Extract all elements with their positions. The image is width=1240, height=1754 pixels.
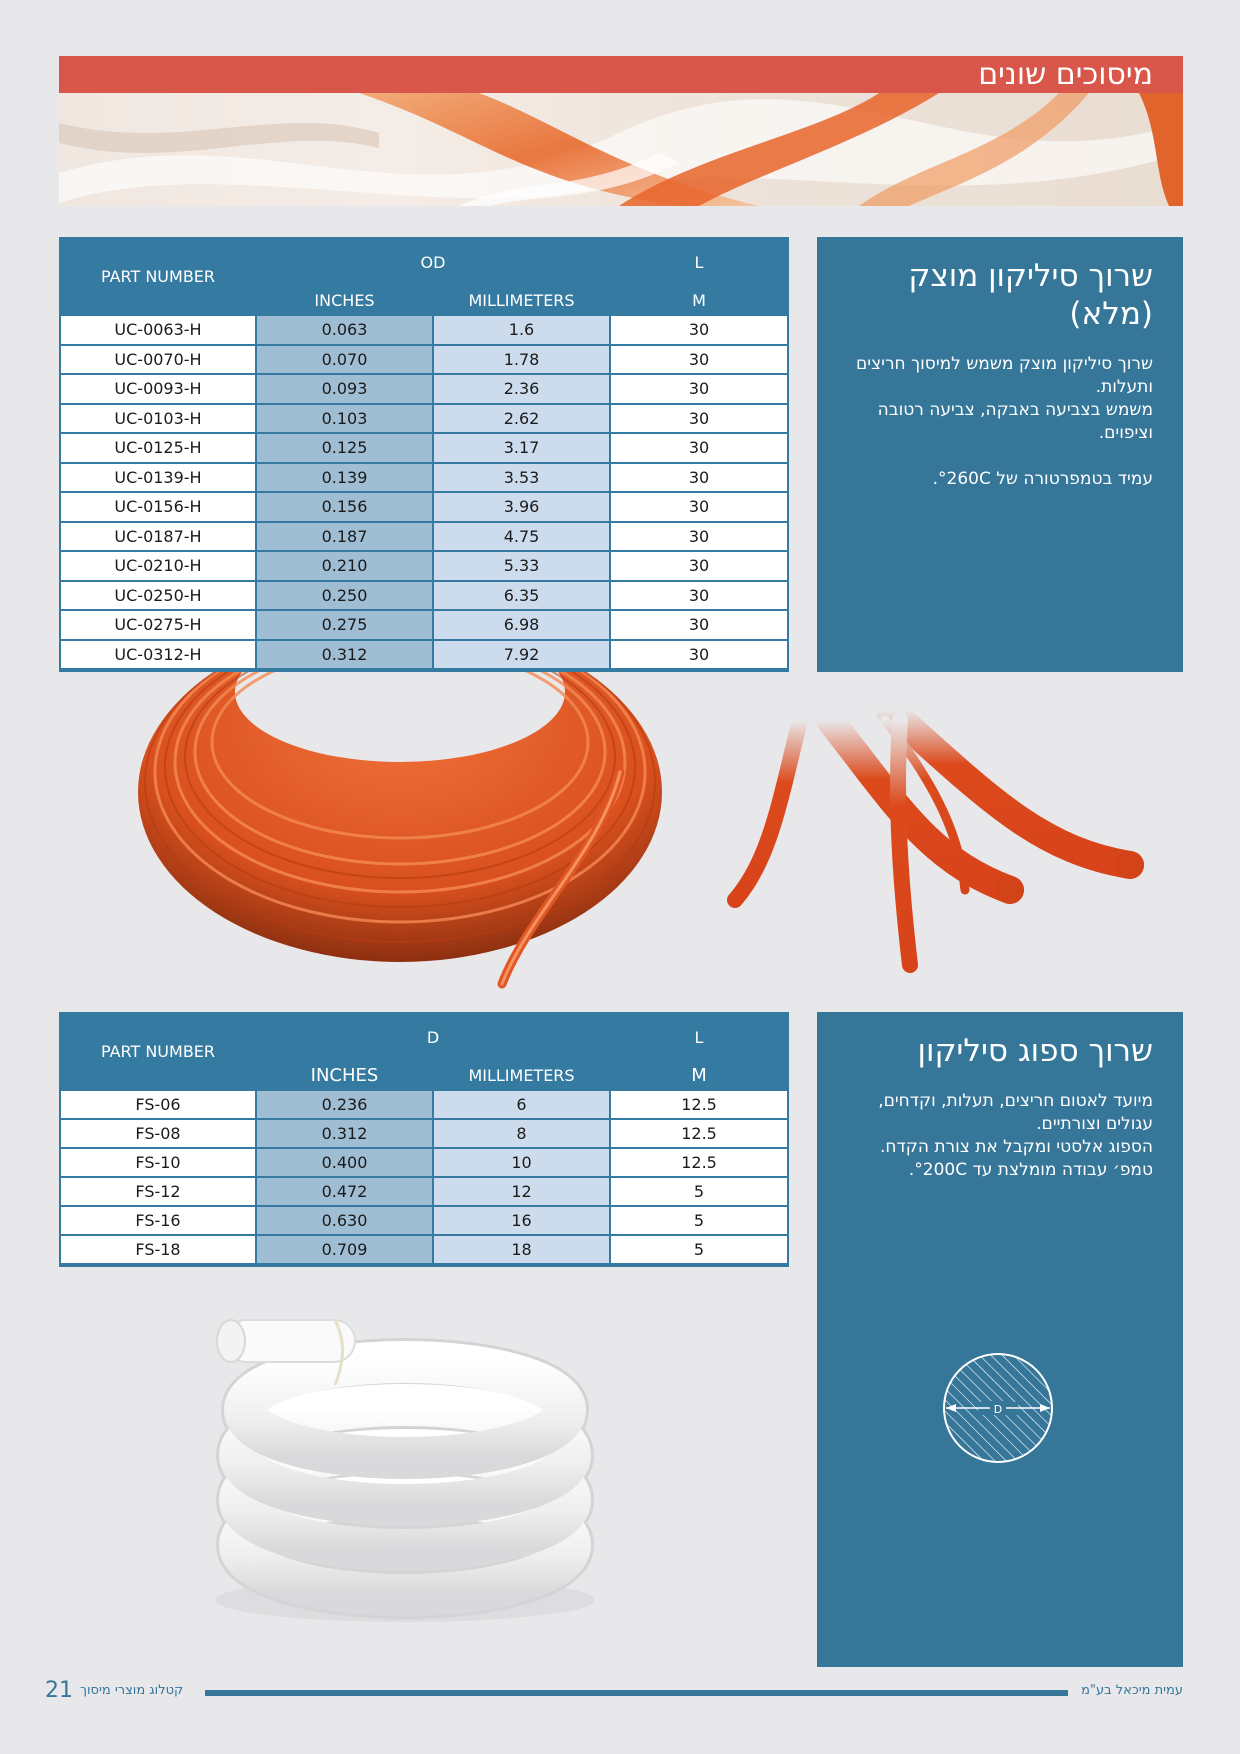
length-cell: 30 [610, 640, 788, 671]
length-cell: 12.5 [610, 1090, 788, 1119]
table-row [60, 581, 788, 611]
part-number-cell: UC-0250-H [60, 581, 256, 611]
mm-cell: 6.35 [433, 581, 610, 611]
header-length: L [610, 1013, 788, 1061]
banner-image [59, 93, 1183, 206]
table-row [60, 1235, 788, 1265]
catalog-name: קטלוג מוצרי מיסוך [80, 1683, 184, 1698]
table-row [60, 433, 788, 463]
inches-cell: 0.139 [256, 463, 433, 493]
table-row [60, 640, 788, 671]
length-cell: 30 [610, 551, 788, 581]
length-cell: 12.5 [610, 1148, 788, 1177]
table-row [60, 404, 788, 434]
sponge-cord-table [59, 1012, 789, 1267]
table-row [60, 1090, 788, 1119]
part-number-cell: UC-0187-H [60, 522, 256, 552]
header-diameter: D [256, 1013, 610, 1061]
mm-cell: 12 [433, 1177, 610, 1206]
length-cell: 30 [610, 345, 788, 375]
mm-cell: 2.36 [433, 374, 610, 404]
header-od: OD [256, 238, 610, 286]
sponge-cord-description [817, 1090, 1153, 1182]
table-row [60, 345, 788, 375]
inches-cell: 0.103 [256, 404, 433, 434]
table-row [60, 1148, 788, 1177]
temperature-note: עמיד בטמפרטורה של 260C°. [932, 469, 1153, 489]
mm-cell: 5.33 [433, 551, 610, 581]
orange-cord-coil-image [130, 672, 670, 992]
inches-cell: 0.312 [256, 640, 433, 671]
diameter-label: D [993, 1403, 1003, 1416]
mm-cell: 4.75 [433, 522, 610, 552]
mm-cell: 6.98 [433, 610, 610, 640]
header-inches: INCHES [256, 286, 433, 315]
part-number-cell: FS-10 [60, 1148, 256, 1177]
part-number-cell: UC-0156-H [60, 492, 256, 522]
orange-cord-pieces-image [710, 700, 1170, 990]
section-title: מיסוכים שונים [978, 57, 1153, 92]
inches-cell: 0.210 [256, 551, 433, 581]
table-row [60, 315, 788, 345]
part-number-cell: UC-0070-H [60, 345, 256, 375]
mm-cell: 1.78 [433, 345, 610, 375]
header-millimeters: MILLIMETERS [433, 1061, 610, 1090]
part-number-cell: UC-0063-H [60, 315, 256, 345]
table-row [60, 610, 788, 640]
length-cell: 30 [610, 610, 788, 640]
banner-graphic [59, 93, 1183, 206]
inches-cell: 0.187 [256, 522, 433, 552]
inches-cell: 0.236 [256, 1090, 433, 1119]
page-number: 21 [45, 1678, 73, 1703]
inches-cell: 0.125 [256, 433, 433, 463]
description-line: שרוך סיליקון מוצק משמש למיסוך חריצים ותעלות. [855, 354, 1153, 397]
table-row [60, 1177, 788, 1206]
white-sponge-coil-image [195, 1300, 615, 1630]
table-row [60, 492, 788, 522]
part-number-cell: FS-08 [60, 1119, 256, 1148]
sponge-cord-info-panel [817, 1012, 1183, 1667]
part-number-cell: UC-0275-H [60, 610, 256, 640]
length-cell: 5 [610, 1235, 788, 1265]
length-cell: 5 [610, 1206, 788, 1235]
header-part-number: PART NUMBER [60, 1013, 256, 1090]
section-header [59, 56, 1183, 93]
solid-cord-table [59, 237, 789, 672]
table-row [60, 1206, 788, 1235]
part-number-cell: FS-18 [60, 1235, 256, 1265]
header-meters: M [610, 286, 788, 315]
part-number-cell: UC-0125-H [60, 433, 256, 463]
inches-cell: 0.275 [256, 610, 433, 640]
length-cell: 30 [610, 374, 788, 404]
mm-cell: 1.6 [433, 315, 610, 345]
inches-cell: 0.093 [256, 374, 433, 404]
table-row [60, 551, 788, 581]
inches-cell: 0.156 [256, 492, 433, 522]
inches-cell: 0.063 [256, 315, 433, 345]
inches-cell: 0.400 [256, 1148, 433, 1177]
mm-cell: 3.17 [433, 433, 610, 463]
mm-cell: 2.62 [433, 404, 610, 434]
mm-cell: 7.92 [433, 640, 610, 671]
inches-cell: 0.709 [256, 1235, 433, 1265]
header-length: L [610, 238, 788, 286]
part-number-cell: UC-0139-H [60, 463, 256, 493]
description-line: מיועד לאטום חריצים, תעלות, וקדחים, עגולים וצורתיים. [878, 1091, 1153, 1134]
cross-section-diagram [942, 1352, 1054, 1464]
inches-cell: 0.472 [256, 1177, 433, 1206]
description-line: משמש בצביעה באבקה, צביעה רטובה וציפוים. [877, 400, 1153, 443]
table-row [60, 374, 788, 404]
part-number-cell: UC-0312-H [60, 640, 256, 671]
length-cell: 5 [610, 1177, 788, 1206]
temperature-note: טמפ׳ עבודה מומלצת עד 200C°. [908, 1160, 1153, 1180]
length-cell: 30 [610, 581, 788, 611]
inches-cell: 0.630 [256, 1206, 433, 1235]
inches-cell: 0.070 [256, 345, 433, 375]
mm-cell: 3.53 [433, 463, 610, 493]
sponge-cord-title: שרוך ספוג סיליקון [917, 1033, 1153, 1069]
length-cell: 30 [610, 522, 788, 552]
part-number-cell: UC-0210-H [60, 551, 256, 581]
length-cell: 30 [610, 433, 788, 463]
solid-cord-description [817, 353, 1153, 491]
length-cell: 12.5 [610, 1119, 788, 1148]
inches-cell: 0.250 [256, 581, 433, 611]
part-number-cell: FS-06 [60, 1090, 256, 1119]
mm-cell: 18 [433, 1235, 610, 1265]
mm-cell: 6 [433, 1090, 610, 1119]
solid-cord-title: שרוך סיליקון מוצק (מלא) [908, 258, 1153, 332]
header-meters: M [610, 1061, 788, 1090]
length-cell: 30 [610, 315, 788, 345]
mm-cell: 3.96 [433, 492, 610, 522]
table-row [60, 463, 788, 493]
solid-cord-info-panel [817, 237, 1183, 672]
length-cell: 30 [610, 404, 788, 434]
part-number-cell: FS-16 [60, 1206, 256, 1235]
table-row [60, 1119, 788, 1148]
description-line: הספוג אלסטי ומקבל את צורת הקדח. [879, 1137, 1153, 1157]
mm-cell: 16 [433, 1206, 610, 1235]
header-inches: INCHES [256, 1061, 433, 1090]
inches-cell: 0.312 [256, 1119, 433, 1148]
length-cell: 30 [610, 463, 788, 493]
table-row [60, 522, 788, 552]
length-cell: 30 [610, 492, 788, 522]
header-millimeters: MILLIMETERS [433, 286, 610, 315]
part-number-cell: UC-0103-H [60, 404, 256, 434]
part-number-cell: FS-12 [60, 1177, 256, 1206]
company-name: עמית מיכאל בע"מ [1081, 1683, 1183, 1698]
header-part-number: PART NUMBER [60, 238, 256, 315]
mm-cell: 8 [433, 1119, 610, 1148]
part-number-cell: UC-0093-H [60, 374, 256, 404]
mm-cell: 10 [433, 1148, 610, 1177]
footer-divider [205, 1690, 1068, 1696]
